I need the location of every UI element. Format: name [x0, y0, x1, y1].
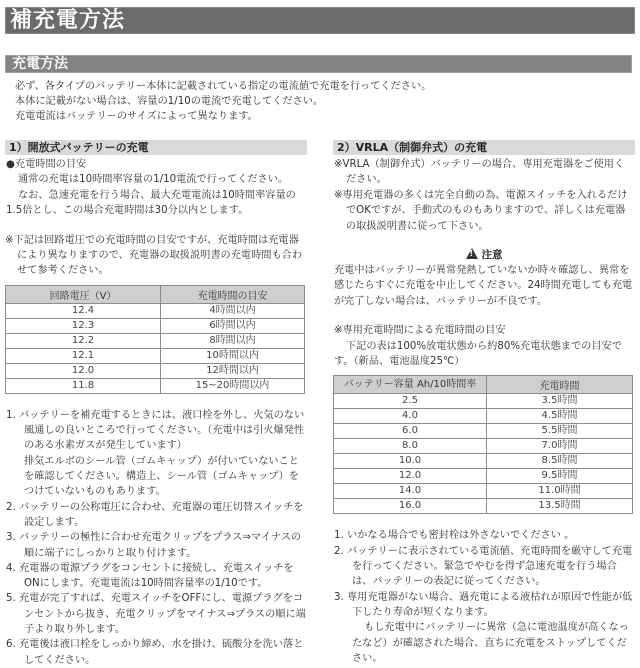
table-header: 回路電圧（V）: [6, 285, 161, 303]
table-cell: 12.4: [6, 303, 161, 318]
table-cell: 12.0: [6, 363, 161, 378]
table-cell: 10時間以内: [161, 348, 305, 363]
page-title: 補充電方法: [5, 7, 635, 34]
table-cell: 12.2: [6, 333, 161, 348]
open-battery-guide: [5, 157, 307, 219]
table-cell: 4.5時間: [487, 409, 633, 424]
table-cell: 4時間以内: [161, 303, 305, 318]
step-item: 1. バッテリーを補充電するときには、液口栓を外し、火気のない風通しの良いところで行ってください。（充電中は引火爆発性のある水素ガスが発生しています）: [6, 409, 305, 452]
table-row: [6, 318, 305, 333]
guide-title: ●充電時間の目安: [6, 159, 87, 170]
intro-text: [15, 79, 630, 124]
voltage-time-table: [5, 285, 305, 394]
table-row: [334, 484, 633, 499]
step-item: 3. バッテリーの極性に合わせ充電クリップをプラス⇒マイナスの順に端子にしっかりと取り付けます。: [6, 532, 302, 559]
caution-heading: [333, 248, 635, 263]
table-cell: 12.3: [6, 318, 161, 333]
right-column: [333, 140, 635, 668]
step-item: 1. いかなる場合でも密封栓は外さないでください 。: [334, 530, 575, 542]
vrla-notes: [333, 157, 635, 234]
step-item: 4. 充電器の電源プラグをコンセントに接続し、充電スイッチをONにします。充電電流は10時間容量率の1/10です。: [6, 562, 294, 590]
dedicated-charger-guide: [333, 323, 635, 369]
warning-triangle-icon: [466, 248, 478, 259]
dedicated-text: 下記の表は100%放電状態から約80%充電状態までの目安です。（新品、電池温度25℃）: [334, 340, 622, 368]
vrla-steps: [333, 528, 635, 666]
step-item: 2. バッテリーの公称電圧に合わせ、充電器の電圧切替スイッチを設定します。: [6, 501, 304, 528]
table-cell: 9.5時間: [487, 469, 633, 484]
table-row: [6, 333, 305, 348]
guide-line: 通常の充電は10時間率容量の1/10電流で行ってください。: [18, 174, 289, 186]
table-header: 充電時間の目安: [161, 285, 305, 303]
table-cell: 12.0: [334, 469, 487, 484]
dedicated-title: ※専用充電時間による充電時間の目安: [334, 325, 506, 337]
table-row: [6, 348, 305, 363]
table-cell: 2.5: [334, 394, 487, 409]
intro-line: 充電電流はバッテリーのサイズによって異なります。: [15, 111, 258, 122]
table-cell: 13.5時間: [487, 499, 633, 514]
table-cell: 8時間以内: [161, 333, 305, 348]
table-row: [334, 499, 633, 514]
capacity-time-table: [333, 375, 633, 514]
intro-line: 必ず、各タイプのバッテリー本体に記載されている指定の電流値で充電を行ってください。: [15, 81, 432, 92]
table-cell: 16.0: [334, 499, 487, 514]
guide-line: なお、急速充電を行う場合、最大充電電流は10時間率容量の1.5倍とし、この場合充電時間は30分以内とします。: [6, 189, 296, 217]
table-cell: 6.0: [334, 424, 487, 439]
table-row: [334, 394, 633, 409]
table-cell: 8.5時間: [487, 454, 633, 469]
table-cell: 5.5時間: [487, 424, 633, 439]
open-battery-steps: [5, 408, 307, 668]
table-row: [334, 424, 633, 439]
table-row: [6, 363, 305, 378]
caution-text: 充電中はバッテリーが異常発熱していないか時々確認し、異常を感じたらすぐに充電を中止してください。24時間充電しても充電が完了しない場合は、バッテリーが不良です。: [334, 265, 633, 307]
table-header: バッテリー容量 Ah/10時間率: [334, 376, 487, 394]
table-cell: 15~20時間以内: [161, 378, 305, 393]
table-cell: 10.0: [334, 454, 487, 469]
vrla-note: ※専用充電器の多くは完全自動の為、電源スイッチを入れるだけでOKですが、手動式のものもありますので、詳しくは充電器の取扱説明書に従って下さい。: [334, 189, 628, 232]
table-row: [334, 409, 633, 424]
table-row: [334, 454, 633, 469]
table-cell: 6時間以内: [161, 318, 305, 333]
vrla-note: ※VRLA（制御弁式）バッテリーの場合、専用充電器をご使用ください。: [334, 159, 625, 186]
table-header: 充電時間: [487, 376, 633, 394]
step-item: 2. バッテリーに表示されている電流値、充電時間を厳守して充電を行ってください。緊急でやむを得ず急速充電を行う場合は、バッテリーの表記に従ってください。: [334, 545, 633, 588]
table-cell: 4.0: [334, 409, 487, 424]
table-row: [6, 378, 305, 393]
table-cell: 7.0時間: [487, 439, 633, 454]
intro-line: 本体に記載がない場合は、容量の1/10の電流で充電してください。: [15, 96, 324, 107]
table-cell: 3.5時間: [487, 394, 633, 409]
step-item: 6. 充電後は液口栓をしっかり締め、水を掛け、硫酸分を洗い落としてください。: [6, 639, 304, 666]
step-item: 5. 充電が完了すれば、充電スイッチをOFFにし、電源プラグをコンセントから抜き、充電クリップをマイナス⇒プラスの順に端子より取り外します。: [6, 593, 306, 635]
table-cell: 12時間以内: [161, 363, 305, 378]
table-cell: 11.8: [6, 378, 161, 393]
content-columns: [5, 140, 635, 668]
table-cell: 8.0: [334, 439, 487, 454]
section-title: 充電方法: [5, 55, 632, 73]
step-item: 排気エルボのシール管（ゴムキャップ）が付いていないことを確認してください。構造上、シール管（ゴムキャップ）をつけていないものもあります。: [24, 455, 299, 498]
table-cell: 11.0時間: [487, 484, 633, 499]
table-row: [334, 469, 633, 484]
step-item: 3. 専用充電器がない場合、過充電による液枯れが原因で性能が低下したり寿命が短くなります。: [334, 591, 633, 618]
step-item: もし充電中にバッテリーに異常（急に電池温度が高くなったなど）が確認された場合、直ちに充電をストップしてください。: [352, 622, 629, 664]
table-cell: 12.1: [6, 348, 161, 363]
left-column: [5, 140, 307, 668]
table-cell: 14.0: [334, 484, 487, 499]
table-row: [334, 439, 633, 454]
table-row: [6, 303, 305, 318]
caution-title: 注意: [481, 249, 503, 262]
vrla-heading: 2）VRLA（制御弁式）の充電: [333, 140, 635, 155]
open-battery-note: ※下記は回路電圧での充電時間の目安ですが、充電時間は充電器により異なりますので、充電器の取扱説明書の充電時間も合わせて参考ください。: [5, 234, 303, 277]
open-battery-heading: 1）開放式バッテリーの充電: [5, 140, 307, 155]
